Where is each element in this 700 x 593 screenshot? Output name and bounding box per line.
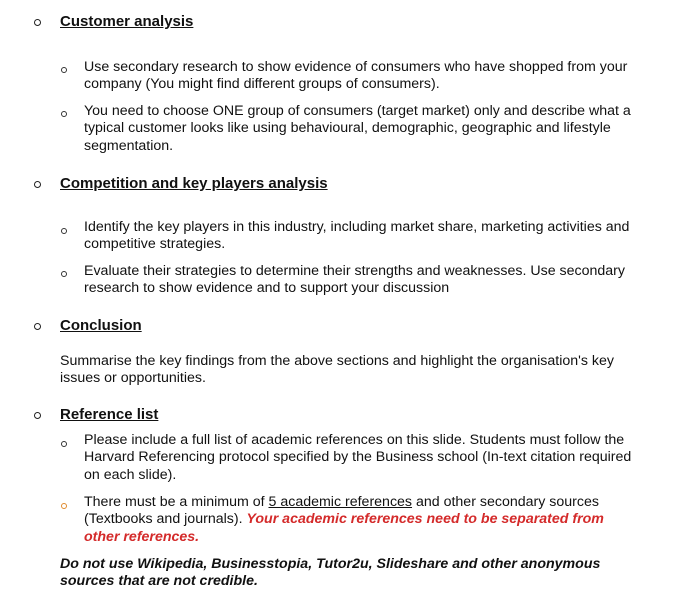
text-line: Harvard Referencing protocol specified by the Business school (In-text citation required (84, 449, 632, 466)
text-line (84, 529, 604, 546)
references-note (60, 556, 600, 591)
conclusion-body (60, 353, 614, 388)
underlined-text: 5 academic references (268, 494, 413, 510)
bullet-icon (34, 412, 41, 419)
heading-conclusion: Conclusion (60, 317, 142, 334)
customer-item-2 (84, 103, 631, 155)
text-line: Do not use Wikipedia, Businesstopia, Tutor2u, Slideshare and other anonymous (60, 556, 601, 572)
text-line (84, 494, 604, 511)
bullet-icon (61, 228, 67, 234)
text-line: Evaluate their strategies to determine their strengths and weaknesses. Use secondary (84, 263, 625, 279)
red-emphasis-text: Your academic references need to be separated from (246, 511, 604, 528)
heading-competition: Competition and key players analysis (60, 175, 328, 192)
text-line: company (You might find different groups of consumers). (84, 76, 440, 93)
text-line: sources that are not credible. (60, 573, 258, 590)
text-line: typical customer looks like using behavioural, demographic, geographic and lifestyle (84, 120, 611, 137)
text-line (84, 511, 604, 528)
text-segment: There must be a minimum of (84, 494, 269, 510)
bullet-icon (61, 441, 67, 447)
bullet-icon (61, 503, 67, 509)
bullet-icon (34, 323, 41, 330)
bullet-icon (34, 181, 41, 188)
text-line: segmentation. (84, 137, 174, 154)
heading-reference-list: Reference list (60, 406, 159, 423)
references-item-2 (84, 494, 604, 546)
red-emphasis-text: other references. (84, 528, 200, 545)
text-line: You need to choose ONE group of consumers (target market) only and describe what a (84, 103, 631, 119)
text-line: Please include a full list of academic references on this slide. Students must follow the (84, 432, 625, 448)
bullet-icon (61, 67, 67, 73)
text-line: on each slide). (84, 466, 177, 483)
references-item-1 (84, 432, 631, 484)
text-line: Summarise the key findings from the above sections and highlight the organisation's key (60, 353, 614, 369)
customer-item-1 (84, 59, 627, 94)
text-segment: and other secondary sources (412, 494, 599, 510)
text-line: issues or opportunities. (60, 370, 206, 387)
text-line: Identify the key players in this industry, including market share, marketing activities and (84, 219, 630, 235)
bullet-icon (61, 271, 67, 277)
competition-item-2 (84, 263, 625, 298)
text-segment: (Textbooks and journals). (84, 511, 247, 528)
text-line: research to show evidence and to support your discussion (84, 280, 450, 297)
bullet-icon (61, 111, 67, 117)
text-line: Use secondary research to show evidence of consumers who have shopped from your (84, 59, 628, 75)
text-line: competitive strategies. (84, 236, 226, 253)
competition-item-1 (84, 219, 629, 254)
heading-customer-analysis: Customer analysis (60, 13, 194, 30)
bullet-icon (34, 19, 41, 26)
